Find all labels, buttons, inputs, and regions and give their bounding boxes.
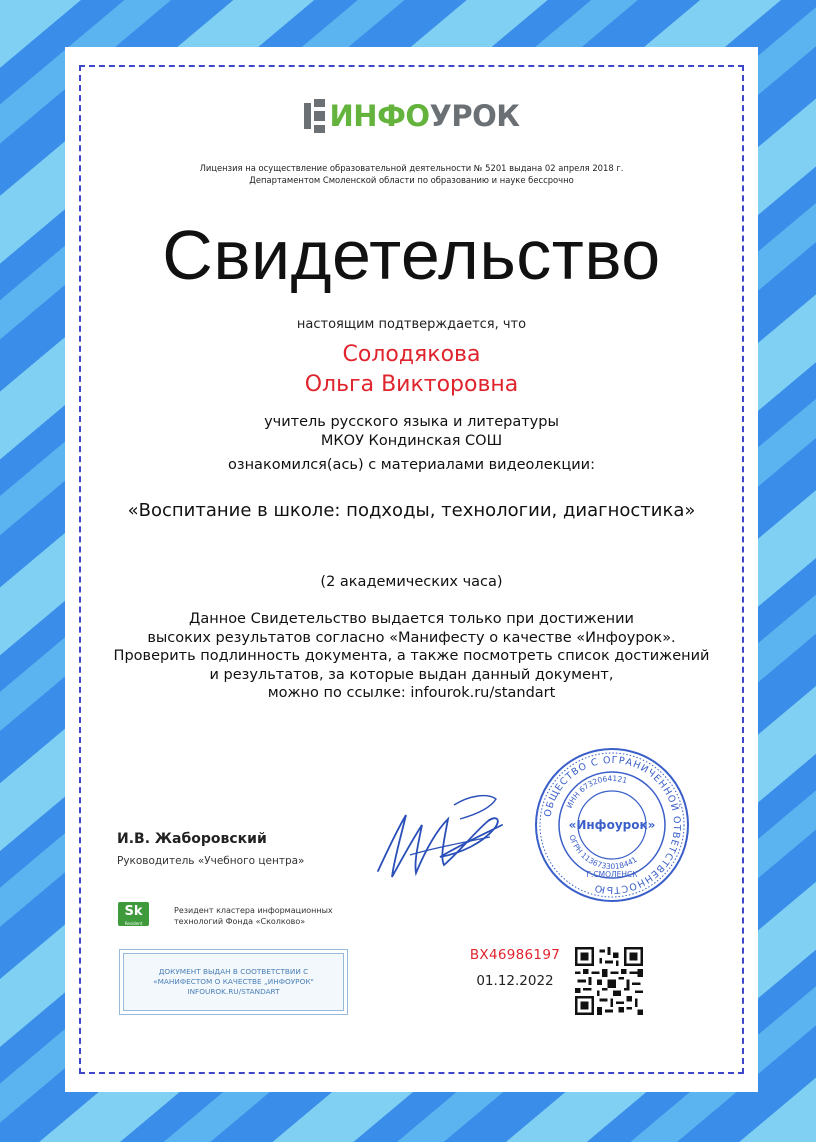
course-hours: (2 академических часа) (320, 574, 503, 590)
recipient-position (65, 413, 758, 451)
license-text (65, 162, 758, 186)
logo-text (330, 99, 520, 133)
recipient-school: МКОУ Кондинская СОШ (320, 433, 503, 449)
skolkovo-text (174, 905, 333, 927)
recipient-role: учитель русского языка и литературы (264, 414, 559, 430)
recipient-given-names: Ольга Викторовна (304, 372, 519, 397)
issue-date: 01.12.2022 (476, 973, 554, 989)
certificate-title: Свидетельство (162, 216, 661, 294)
manifesto-stamp (119, 949, 348, 1015)
notice-line-1: Данное Свидетельство выдается только при достижении (189, 611, 634, 627)
qr-code-icon[interactable] (575, 947, 643, 1015)
recipient-surname: Солодякова (342, 342, 481, 367)
license-line-1: Лицензия на осуществление образовательной деятельности № 5201 выдана 02 апреля 2018 г. (199, 163, 624, 173)
skolkovo-line-2: технологий Фонда «Сколково» (174, 917, 306, 926)
notice-line-2: высоких результатов согласно «Манифесту о качестве «Инфоурок». (147, 629, 676, 646)
seal-center-text: «Инфоурок» (568, 818, 656, 832)
familiar-text: ознакомился(ась) с материалами видеолекции: (228, 457, 595, 473)
signature-icon (370, 785, 510, 895)
license-line-2: Департаментом Смоленской области по образованию и науке бессрочно (249, 175, 574, 185)
seal-city: Г.СМОЛЕНСК (586, 870, 638, 879)
manifesto-stamp-inner (123, 953, 344, 1011)
verification-notice (65, 610, 758, 703)
recipient-name (65, 340, 758, 400)
logo-text-gray: УРОК (429, 99, 520, 133)
signer-name: И.В. Жаборовский (117, 831, 267, 847)
seal-outer-text: ОБЩЕСТВО С ОГРАНИЧЕННОЙ ОТВЕТСТВЕННОСТЬЮ (542, 754, 683, 896)
skolkovo-line-1: Резидент кластера информационных (174, 906, 333, 915)
notice-line-5: можно по ссылке: infourok.ru/standart (267, 685, 556, 701)
company-seal-icon (532, 745, 692, 905)
serial-number: ВХ46986197 (469, 947, 561, 963)
infourok-logo-icon (304, 99, 326, 133)
skolkovo-logo (118, 902, 149, 926)
logo-text-green: ИНФО (329, 99, 430, 133)
stamp-line-3: INFOUROK.RU/STANDART (187, 987, 280, 996)
seal-ogrn: ОГРН 1136733018441 (567, 833, 639, 872)
notice-line-4: и результатов, за которые выдан данный документ, (209, 666, 614, 683)
certificate-card (65, 47, 758, 1092)
confirm-text: настоящим подтверждается, что (296, 317, 527, 332)
seal-inn: ИНН 6732064121 (564, 773, 629, 810)
stamp-line-2: «МАНИФЕСТОМ О КАЧЕСТВЕ „ИНФОУРОК" (153, 977, 314, 986)
signer-role: Руководитель «Учебного центра» (117, 855, 305, 867)
skolkovo-logo-sub: Resident (124, 921, 143, 926)
infourok-logo (65, 99, 758, 133)
skolkovo-logo-mark: Sk (124, 904, 143, 919)
course-title: «Воспитание в школе: подходы, технологии, диагностика» (127, 500, 696, 521)
stamp-line-1: ДОКУМЕНТ ВЫДАН В СООТВЕТСТВИИ С (158, 967, 309, 976)
notice-line-3: Проверить подлинность документа, а также посмотреть список достижений (113, 648, 710, 664)
